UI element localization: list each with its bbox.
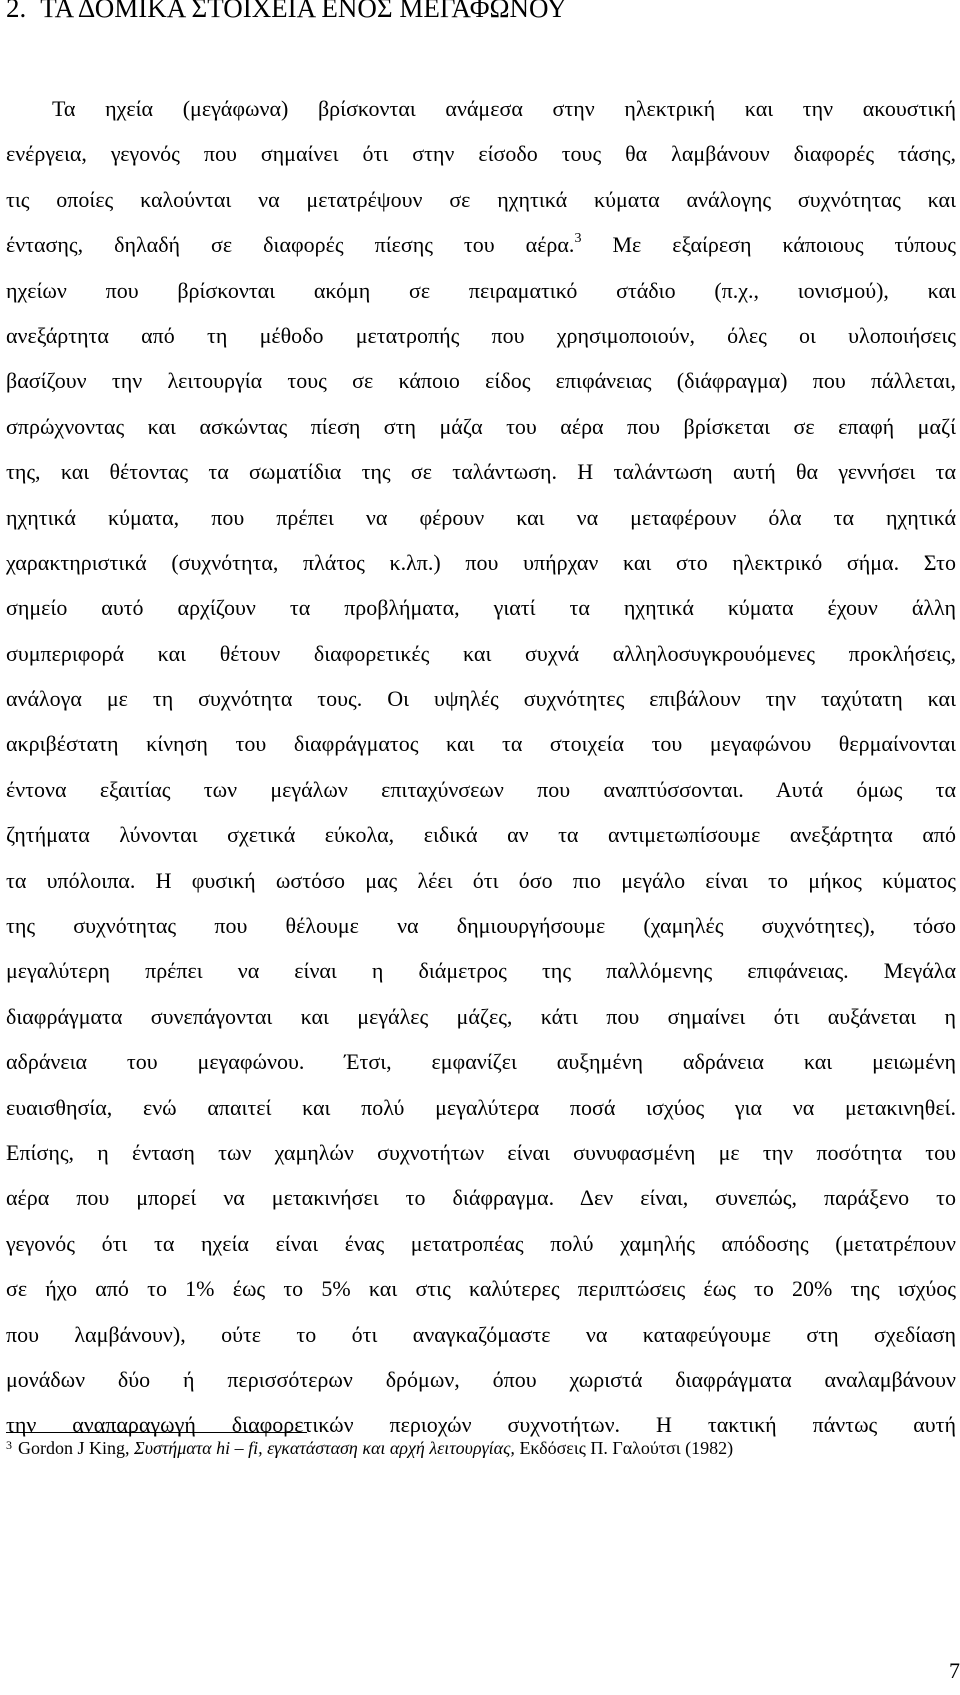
- text-line: Επίσης, η ένταση των χαμηλών συχνοτήτων είναι συνυφασμένη με την ποσότητα του: [6, 1139, 956, 1165]
- text-segment: Με εξαίρεση κάποιους τύπους: [612, 232, 956, 258]
- text-line: μεγαλύτερη πρέπει να είναι η διάμετρος της παλλόμενης επιφάνειας. Μεγάλα: [6, 958, 956, 984]
- text-line: βασίζουν την λειτουργία τους σε κάποιο είδος επιφάνειας (διάφραγμα) που πάλλεται,: [6, 368, 956, 394]
- text-line: αέρα που μπορεί να μετακινήσει το διάφραγμα. Δεν είναι, συνεπώς, παράξενο το: [6, 1185, 956, 1211]
- section-heading: [6, 0, 567, 24]
- text-line: γεγονός ότι τα ηχεία είναι ένας μετατροπέας πολύ χαμηλής απόδοσης (μετατρέπουν: [6, 1230, 956, 1256]
- text-line: ενέργεια, γεγονός που σημαίνει ότι στην είσοδο τους θα λαμβάνουν διαφορές τάσης,: [6, 141, 956, 167]
- text-line: της συχνότητας που θέλουμε να δημιουργήσουμε (χαμηλές συχνότητες), τόσο: [6, 913, 956, 939]
- text-line: αδράνεια του μεγαφώνου. Έτσι, εμφανίζει αυξημένη αδράνεια και μειωμένη: [6, 1049, 956, 1075]
- text-line: σημείο αυτό αρχίζουν τα προβλήματα, γιατί τα ηχητικά κύματα έχουν άλλη: [6, 595, 956, 621]
- text-line: σε ήχο από το 1% έως το 5% και στις καλύτερες περιπτώσεις έως το 20% της ισχύος: [6, 1276, 956, 1302]
- page-number: 7: [949, 1658, 960, 1683]
- text-line: [6, 222, 956, 267]
- text-line: διαφράγματα συνεπάγονται και μεγάλες μάζες, κάτι που σημαίνει ότι αυξάνεται η: [6, 1003, 956, 1029]
- section-number: 2.: [6, 0, 27, 23]
- text-line: ευαισθησία, ενώ απαιτεί και πολύ μεγαλύτερα ποσά ισχύος για να μετακινηθεί.: [6, 1094, 956, 1120]
- text-line: συμπεριφορά και θέτουν διαφορετικές και συχνά αλληλοσυγκρουόμενες προκλήσεις,: [6, 640, 956, 666]
- footnote-reference[interactable]: 3: [574, 231, 582, 247]
- footnote-number: 3: [6, 1438, 12, 1452]
- text-line: που λαμβάνουν), ούτε το ότι αναγκαζόμαστε να καταφεύγουμε στη σχεδίαση: [6, 1321, 956, 1347]
- text-line: ανεξάρτητα από τη μέθοδο μετατροπής που χρησιμοποιούν, όλες οι υλοποιήσεις: [6, 322, 956, 348]
- text-line: τα υπόλοιπα. Η φυσική ωστόσο μας λέει ότι όσο πιο μεγάλο είναι το μήκος κύματος: [6, 867, 956, 893]
- text-line: Τα ηχεία (μεγάφωνα) βρίσκονται ανάμεσα στην ηλεκτρική και την ακουστική: [52, 96, 956, 121]
- footnote-publisher: Εκδόσεις Π. Γαλούτσι (1982): [519, 1438, 734, 1458]
- footnote: [6, 1436, 733, 1460]
- text-line: έντονα εξαιτίας των μεγάλων επιταχύνσεων που αναπτύσσονται. Αυτά όμως τα: [6, 776, 956, 802]
- text-segment: έντασης, δηλαδή σε διαφορές πίεσης του αέρα.: [6, 232, 575, 258]
- text-line: τις οποίες καλούνται να μετατρέψουν σε ηχητικά κύματα ανάλογης συχνότητας και: [6, 186, 956, 212]
- text-line: ζητήματα λύνονται σχετικά εύκολα, ειδικά αν τα αντιμετωπίσουμε ανεξάρτητα από: [6, 822, 956, 848]
- text-line: της, και θέτοντας τα σωματίδια της σε ταλάντωση. Η ταλάντωση αυτή θα γεννήσει τα: [6, 459, 956, 485]
- text-line: ηχητικά κύματα, που πρέπει να φέρουν και να μεταφέρουν όλα τα ηχητικά: [6, 504, 956, 530]
- body-paragraph: [6, 86, 956, 1448]
- text-line: την αναπαραγωγή διαφορετικών περιοχών συχνοτήτων. Η τακτική πάντως αυτή: [6, 1412, 956, 1438]
- text-line: χαρακτηριστικά (συχνότητα, πλάτος κ.λπ.) που υπήρχαν και στο ηλεκτρικό σήμα. Στο: [6, 549, 956, 575]
- footnote-separator: [6, 1432, 307, 1433]
- text-line: σπρώχνοντας και ασκώντας πίεση στη μάζα του αέρα που βρίσκεται σε επαφή μαζί: [6, 413, 956, 439]
- text-line: ηχείων που βρίσκονται ακόμη σε πειραματικό στάδιο (π.χ., ιονισμού), και: [6, 277, 956, 303]
- section-title: ΤΑ ΔΟΜΙΚΑ ΣΤΟΙΧΕΙΑ ΕΝΟΣ ΜΕΓΑΦΩΝΟΥ: [40, 0, 567, 23]
- footnote-title: Συστήματα hi – fi, εγκατάσταση και αρχή λειτουργίας,: [134, 1438, 515, 1458]
- text-line: ανάλογα με τη συχνότητα τους. Οι υψηλές συχνότητες επιβάλουν την ταχύτατη και: [6, 686, 956, 712]
- footnote-author: Gordon J King,: [18, 1438, 130, 1458]
- text-line: ακριβέστατη κίνηση του διαφράγματος και τα στοιχεία του μεγαφώνου θερμαίνονται: [6, 731, 956, 757]
- text-line: μονάδων δύο ή περισσότερων δρόμων, όπου χωριστά διαφράγματα αναλαμβάνουν: [6, 1366, 956, 1392]
